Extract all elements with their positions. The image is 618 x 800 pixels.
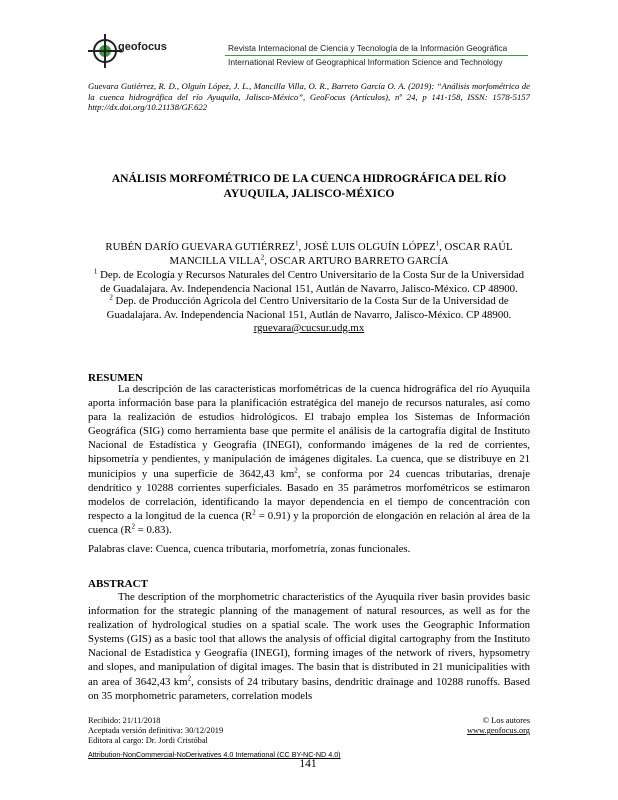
accepted-date: Aceptada versión definitiva: 30/12/2019 — [88, 726, 224, 736]
citation: Guevara Gutiérrez, R. D., Olguín López, J. L., Mancilla Villa, O. R., Barreto García O. A. (2019): “Análisis morfométrico de la cuenca hidrográfica del río Ayuquila, Jalisco-México”, GeoFocus (Artículos), nº 24, p 141-158, ISSN: 1578-5157 http://dx.doi.org/10.21138/GF.622 — [88, 81, 530, 113]
keywords: Palabras clave: Cuenca, cuenca tributaria, morfometría, zonas funcionales. — [88, 543, 411, 555]
resumen-heading: RESUMEN — [88, 372, 144, 384]
page-number: 141 — [299, 758, 317, 770]
geofocus-logo — [88, 34, 208, 74]
paper-title — [88, 172, 530, 201]
title-line-1: ANÁLISIS MORFOMÉTRICO DE LA CUENCA HIDROGRÁFICA DEL RÍO — [111, 172, 507, 185]
header-divider — [225, 55, 528, 56]
affiliation-1 — [88, 268, 530, 296]
copyright: © Los autores — [482, 716, 530, 725]
author-3-sup: 2 — [260, 253, 265, 262]
authors — [88, 240, 530, 268]
abstract-paragraph — [88, 590, 530, 703]
author-2: , JOSÉ LUIS OLGUÍN LÓPEZ — [298, 241, 436, 253]
affiliation-2-sup: 2 — [109, 293, 113, 302]
abstract-heading: ABSTRACT — [88, 578, 148, 590]
website-link[interactable]: www.geofocus.org — [466, 726, 530, 736]
footer-dates — [88, 716, 348, 747]
footer-right — [430, 716, 530, 736]
abstract-text-2: , consists of 24 tributary basins, dendritic drainage and 10288 runoffs. Based on 35 morphometric parameters, correlation models — [88, 675, 530, 702]
resumen-text-2: , se conforma por 24 cuencas tributarias, drenaje dendrítico y 10288 corrientes superficiales. Basado en 35 parámetros morfométricos se estimaron modelos de correlación, identificando la mayor dependencia en el tiempo de concentración con respecto a la longitud de la cuenca (R — [88, 467, 530, 522]
resumen-sup-1: 2 — [294, 465, 298, 474]
journal-title-en: International Review of Geographical Information Science and Technology — [228, 57, 503, 67]
editor: Editora al cargo: Dr. Jordi Cristóbal — [88, 736, 208, 746]
journal-title-es: Revista Internacional de Ciencia y Tecnología de la Información Geográfica — [228, 43, 508, 53]
title-line-2: AYUQUILA, JALISCO-MÉXICO — [223, 186, 395, 200]
author-1-sup: 1 — [295, 239, 299, 248]
affiliation-1-text: Dep. de Ecología y Recursos Naturales del Centro Universitario de la Costa Sur de la Universidad de Guadalajara. Av. Independencia Nacional 151, Autlán de Navarro, Jalisco-México. CP 48900. — [97, 269, 525, 296]
affiliation-2 — [88, 294, 530, 322]
logo-text: geofocus — [118, 41, 167, 53]
abstract-text-1: The description of the morphometric characteristics of the Ayuquila river basin provides basic information for the strategic planning of the management of natural resources, as well as for the realization of hydrological studies on a spatial scale. The work uses the Geographic Information Systems (GIS) as a basic tool that allows the analysis of official digital cartography from the Instituto Nacional de Estadística y Geografía (INEGI), forming images of the network of rivers, hypsometry and slopes, and manipulation of digital images. The basin that is distributed in 21 municipalities with an area of 3642,43 km — [88, 591, 530, 688]
received-date: Recibido: 21/11/2018 — [88, 716, 161, 725]
resumen-text-1: La descripción de las características morfométricas de la cuenca hidrográfica del río Ayuquila aporta información base para la planificación estratégica del manejo de recursos naturales, así como para la realización de estudios hidrológicos. El trabajo emplea los Sistemas de Información Geográfica (SIG) como herramienta base que permite el análisis de la cartografía digital de Instituto Nacional de Estadística y Geografía (INEGI), conformando imágenes de la red de corrientes, hipsometría y pendientes, y manipulación de imágenes digitales. La cuenca, que se distribuye en 21 municipios y una superficie de 3642,43 km — [88, 383, 530, 480]
author-3: , OSCAR RAÚL MANCILLA VILLA — [169, 241, 513, 268]
affiliation-2-text: Dep. de Producción Agrícola del Centro Universitario de la Costa Sur de la Universidad de Guadalajara. Av. Independencia Nacional 151, Autlán de Navarro, Jalisco-México. CP 48900. — [106, 295, 512, 322]
license-link[interactable]: Attribution-NonCommercial-NoDerivatives 4.0 International (CC BY-NC-ND 4.0) — [88, 750, 341, 759]
author-2-sup: 1 — [435, 239, 440, 248]
contact-email-link[interactable]: rguevara@cucsur.udg.mx — [253, 322, 365, 334]
resumen-paragraph — [88, 382, 530, 537]
crosshair-logo-icon — [88, 34, 208, 74]
resumen-text-4: = 0.83). — [134, 523, 172, 536]
affiliation-1-sup: 1 — [93, 267, 98, 276]
resumen-text-3: = 0.91) y la proporción de elongación en relación al área de la cuenca (R — [88, 509, 530, 536]
resumen-sup-2: 2 — [252, 508, 256, 517]
resumen-sup-3: 2 — [131, 522, 135, 531]
abstract-sup-1: 2 — [187, 673, 192, 682]
author-4: , OSCAR ARTURO BARRETO GARCÍA — [264, 255, 449, 268]
author-1: RUBÉN DARÍO GUEVARA GUTIÉRREZ — [105, 241, 296, 253]
